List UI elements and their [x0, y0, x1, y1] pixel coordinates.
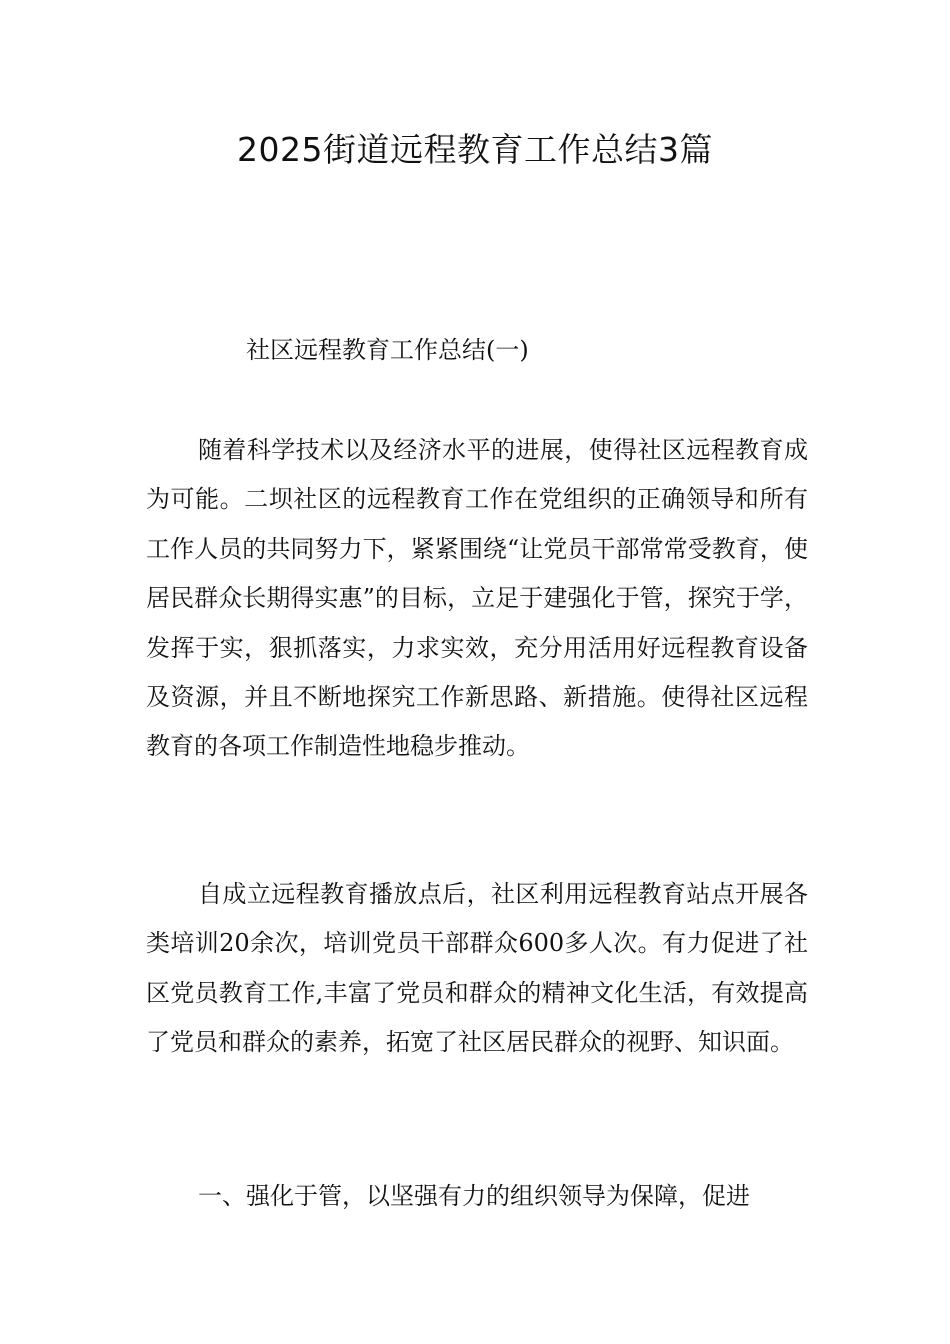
- section-subtitle: 社区远程教育工作总结(一): [246, 336, 529, 364]
- paragraph-2: 自成立远程教育播放点后，社区利用远程教育站点开展各类培训20余次，培训党员干部群众600多人次。有力促进了社区党员教育工作,丰富了党员和群众的精神文化生活，有效提高了党员和群众的素养，拓宽了社区居民群众的视野、知识面。: [146, 880, 808, 1057]
- document-title: 2025街道远程教育工作总结3篇: [237, 130, 713, 169]
- paragraph-3: 一、强化于管，以坚强有力的组织领导为保障，促进: [198, 1182, 750, 1210]
- paragraph-1: 随着科学技术以及经济水平的进展，使得社区远程教育成为可能。二坝社区的远程教育工作在党组织的正确领导和所有工作人员的共同努力下，紧紧围绕“让党员干部常常受教育，使居民群众长期得实惠”的目标，立足于建强化于管，探究于学，发挥于实，狠抓落实，力求实效，充分用活用好远程教育设备及资源，并且不断地探究工作新思路、新措施。使得社区远程教育的各项工作制造性地稳步推动。: [146, 436, 808, 761]
